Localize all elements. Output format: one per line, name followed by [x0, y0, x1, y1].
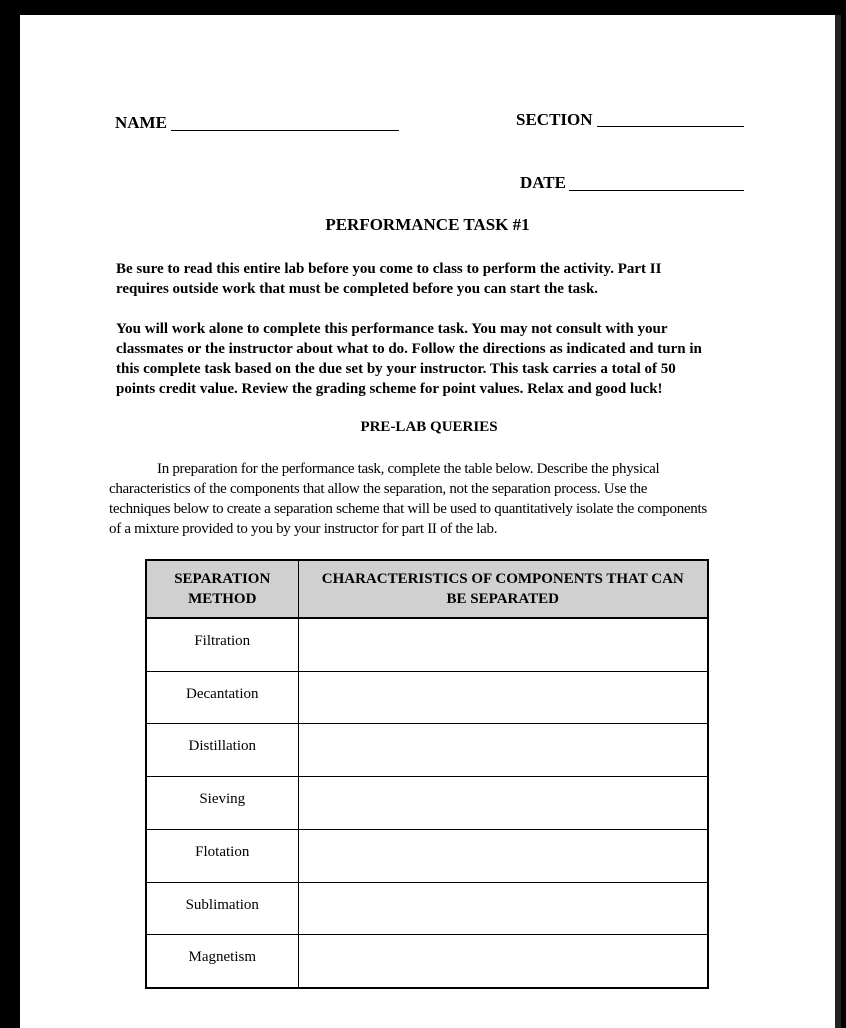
header-text: METHOD	[188, 591, 257, 607]
intro-line: this complete task based on the due set by your instructor. This task carries a total of 50	[116, 361, 676, 377]
method-cell: Flotation	[146, 829, 298, 882]
header-text: CHARACTERISTICS OF COMPONENTS THAT CAN	[321, 571, 684, 587]
intro-line: classmates or the instructor about what to do. Follow the directions as indicated and turn in	[116, 341, 702, 357]
table-row	[146, 935, 708, 988]
characteristics-cell[interactable]	[298, 671, 708, 724]
name-label: NAME	[115, 113, 167, 132]
header-text: BE SEPARATED	[446, 591, 559, 607]
method-cell: Decantation	[146, 671, 298, 724]
page-shadow	[835, 15, 841, 1028]
section-label: SECTION	[516, 110, 593, 129]
document-page	[20, 15, 835, 1028]
table-header-row	[146, 560, 708, 618]
header-text: SEPARATION	[174, 571, 271, 587]
table-row	[146, 724, 708, 777]
section-field-line[interactable]	[597, 126, 744, 127]
characteristics-cell[interactable]	[298, 777, 708, 830]
method-cell: Magnetism	[146, 935, 298, 988]
table-row	[146, 882, 708, 935]
intro-paragraph-1	[116, 259, 756, 299]
method-cell: Distillation	[146, 724, 298, 777]
characteristics-column-header	[298, 560, 708, 618]
intro-line: points credit value. Review the grading scheme for point values. Relax and good luck!	[116, 381, 663, 397]
prelab-line: of a mixture provided to you by your instructor for part II of the lab.	[109, 521, 498, 537]
table-row	[146, 618, 708, 671]
date-field-line[interactable]	[569, 190, 744, 191]
intro-line: Be sure to read this entire lab before you come to class to perform the activity. Part II	[116, 261, 662, 277]
page-title: PERFORMANCE TASK #1	[325, 215, 530, 234]
intro-paragraph-2	[116, 319, 776, 399]
characteristics-cell[interactable]	[298, 618, 708, 671]
prelab-paragraph	[109, 459, 829, 539]
characteristics-cell[interactable]	[298, 724, 708, 777]
separation-methods-table	[145, 559, 709, 989]
table-row	[146, 671, 708, 724]
prelab-line: characteristics of the components that allow the separation, not the separation process. Use the	[109, 481, 648, 497]
table-row	[146, 829, 708, 882]
method-cell: Sublimation	[146, 882, 298, 935]
characteristics-cell[interactable]	[298, 882, 708, 935]
intro-line: You will work alone to complete this performance task. You may not consult with your	[116, 321, 668, 337]
prelab-line: techniques below to create a separation scheme that will be used to quantitatively isolate the components	[109, 501, 707, 517]
characteristics-cell[interactable]	[298, 935, 708, 988]
intro-line: requires outside work that must be completed before you can start the task.	[116, 281, 599, 297]
prelab-heading: PRE-LAB QUERIES	[360, 419, 498, 435]
method-cell: Sieving	[146, 777, 298, 830]
table-row	[146, 777, 708, 830]
name-field-line[interactable]	[171, 130, 399, 131]
date-label: DATE	[520, 173, 566, 192]
method-column-header	[146, 560, 298, 618]
method-cell: Filtration	[146, 618, 298, 671]
characteristics-cell[interactable]	[298, 829, 708, 882]
prelab-line: In preparation for the performance task, complete the table below. Describe the physical	[157, 461, 660, 477]
